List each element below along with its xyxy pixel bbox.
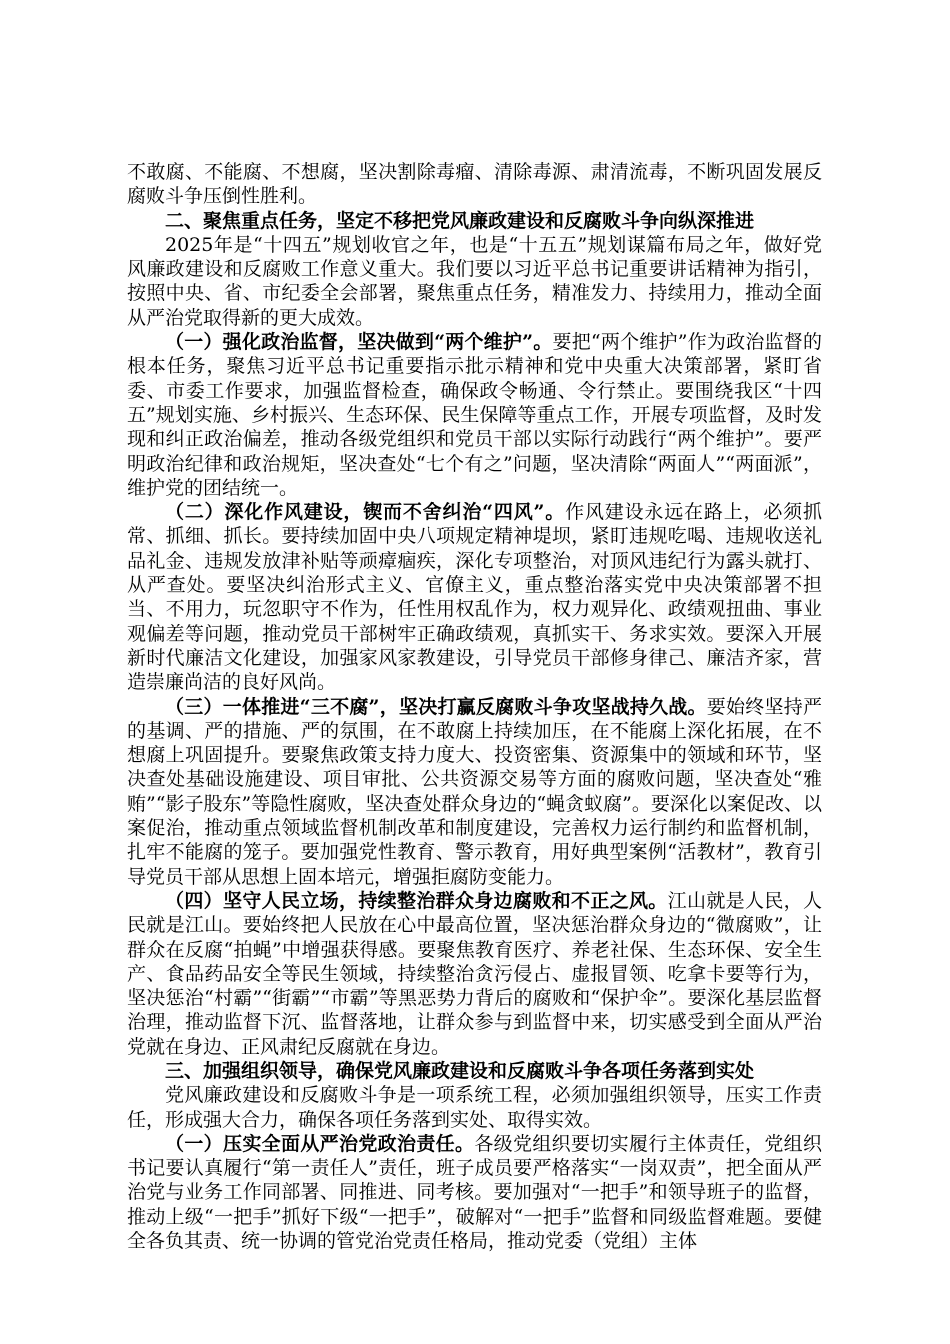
body-work-style: 作风建设永远在路上，必须抓常、抓细、抓长。要持续加固中央八项规定精神堤坝，紧盯违规吃喝、违规收送礼品礼金、违规发放津补贴等顽瘴痼疾，深化专项整治，对顶风违纪行为露头就打、从严查处。要坚决纠治形式主义、官僚主义，重点整治落实党中央决策部署不担当、不用力，玩忽职守不作为，任性用权乱作为，权力观异化、政绩观扭曲、事业观偏差等问题，推动党员干部树牢正确政绩观，真抓实干、务求实效。要深入开展新时代廉洁文化建设，加强家风家教建设，引导党员干部修身律己、廉洁齐家，营造崇廉尚洁的良好风尚。 — [127, 501, 822, 694]
subheading-political-responsibility: （一）压实全面从严治党政治责任。 — [165, 1132, 475, 1155]
paragraph-work-style — [127, 500, 822, 694]
paragraph-intro-2025: 2025年是“十四五”规划收官之年，也是“十五五”规划谋篇布局之年，做好党风廉政建设和反腐败工作意义重大。我们要以习近平总书记重要讲话精神为指引，按照中央、省、市纪委全会部署，聚焦重点任务，精准发力、持续用力，推动全面从严治党取得新的更大成效。 — [127, 233, 822, 329]
paragraph-organization-intro: 党风廉政建设和反腐败斗争是一项系统工程，必须加强组织领导，压实工作责任，形成强大合力，确保各项任务落到实处、取得实效。 — [127, 1084, 822, 1131]
body-political-supervision: 要把“两个维护”作为政治监督的根本任务，聚焦习近平总书记重要指示批示精神和党中央重大决策部署，紧盯省委、市委工作要求，加强监督检查，确保政令畅通、令行禁止。要围绕我区“十四五”规划实施、乡村振兴、生态环保、民生保障等重点工作，开展专项监督，及时发现和纠正政治偏差，推动各级党组织和党员干部以实际行动践行“两个维护”。要严明政治纪律和政治规矩，坚决查处“七个有之”问题，坚决清除“两面人”“两面派”，维护党的团结统一。 — [127, 331, 822, 499]
subheading-three-no-corruption: （三）一体推进“三不腐”，坚决打赢反腐败斗争攻坚战持久战。 — [165, 695, 707, 718]
body-three-no-corruption: 要始终坚持严的基调、严的措施、严的氛围，在不敢腐上持续加压，在不能腐上深化拓展，在不想腐上巩固提升。要聚焦政策支持力度大、投资密集、资源集中的领域和环节，坚决查处基础设施建设、项目审批、公共资源交易等方面的腐败问题，坚决查处“雅贿”“影子股东”等隐性腐败，坚决查处群众身边的“蝇贪蚁腐”。要深化以案促改、以案促治，推动重点领域监督机制改革和制度建设，完善权力运行制约和监督机制，扎牢不能腐的笼子。要加强党性教育、警示教育，用好典型案例“活教材”，教育引导党员干部从思想上固本培元，增强拒腐防变能力。 — [127, 695, 822, 888]
paragraph-people-stance — [127, 889, 822, 1059]
document-page — [127, 160, 822, 1253]
paragraph-political-supervision — [127, 330, 822, 500]
subheading-work-style: （二）深化作风建设，锲而不舍纠治“四风”。 — [165, 501, 566, 524]
paragraph-continuation: 不敢腐、不能腐、不想腐，坚决割除毒瘤、清除毒源、肃清流毒，不断巩固发展反腐败斗争压倒性胜利。 — [127, 161, 822, 208]
paragraph-political-responsibility — [127, 1132, 822, 1253]
section-heading-3: 三、加强组织领导，确保党风廉政建设和反腐败斗争各项任务落到实处 — [165, 1059, 755, 1082]
paragraph-three-no-corruption — [127, 695, 822, 889]
body-people-stance: 江山就是人民，人民就是江山。要始终把人民放在心中最高位置，坚决惩治群众身边的“微腐败”，让群众在反腐“拍蝇”中增强获得感。要聚焦教育医疗、养老社保、生态环保、安全生产、食品药品安全等民生领域，持续整治贪污侵占、虚报冒领、吃拿卡要等行为，坚决惩治“村霸”“街霸”“市霸”等黑恶势力背后的腐败和“保护伞”。要深化基层监督治理，推动监督下沉、监督落地，让群众参与到监督中来，切实感受到全面从严治党就在身边、正风肃纪反腐就在身边。 — [127, 889, 822, 1058]
section-heading-2: 二、聚焦重点任务，坚定不移把党风廉政建设和反腐败斗争向纵深推进 — [165, 209, 755, 232]
subheading-political-supervision: （一）强化政治监督，坚决做到“两个维护”。 — [165, 331, 553, 354]
subheading-people-stance: （四）坚守人民立场，持续整治群众身边腐败和不正之风。 — [165, 889, 668, 912]
body-political-responsibility: 各级党组织要切实履行主体责任，党组织书记要认真履行“第一责任人”责任，班子成员要严格落实“一岗双责”，把全面从严治党与业务工作同部署、同推进、同考核。要加强对“一把手”和领导班子的监督，推动上级“一把手”抓好下级“一把手”，破解对“一把手”监督和同级监督难题。要健全各负其责、统一协调的管党治党责任格局，推动党委（党组）主体 — [127, 1132, 822, 1253]
